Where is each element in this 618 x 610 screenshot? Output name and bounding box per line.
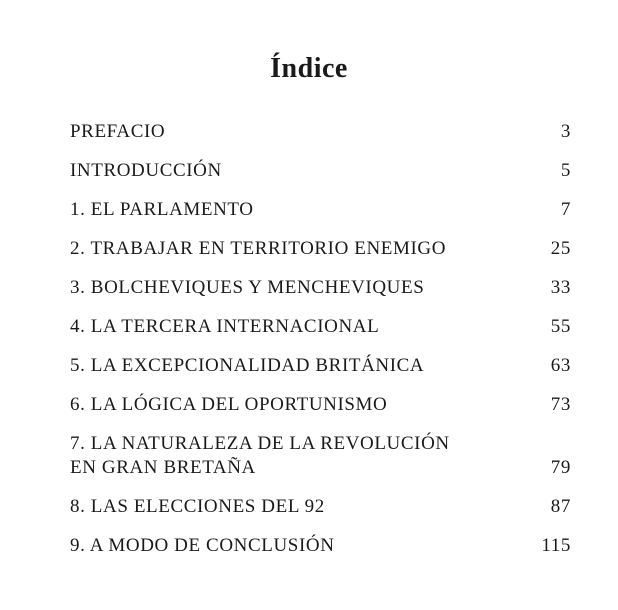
toc-entry-title [70, 198, 254, 222]
toc-entry-page-number: 3 [560, 121, 571, 142]
toc-entry-title [70, 237, 446, 261]
toc-entry-page-number: 33 [550, 277, 571, 298]
toc-entry-title [70, 393, 387, 417]
toc-entry-title [70, 276, 424, 300]
toc-entry [70, 495, 571, 519]
toc-entry-page-number: 115 [541, 535, 571, 556]
toc-entry-page-number: 73 [550, 394, 571, 415]
toc-entry-title-line: INTRODUCCIÓN [70, 160, 222, 181]
toc-entry-title [70, 432, 450, 480]
toc-entry-title-line: 6. LA LÓGICA DEL OPORTUNISMO [70, 394, 388, 415]
toc-entry [70, 432, 571, 480]
toc-entry [70, 198, 571, 222]
toc-entry-title [70, 495, 325, 519]
toc-entry-title-line: 5. LA EXCEPCIONALIDAD BRITÁNICA [70, 355, 425, 376]
toc-entry-title-line: 2. TRABAJAR EN TERRITORIO ENEMIGO [70, 238, 447, 259]
table-of-contents [70, 120, 571, 573]
toc-entry-title-line: 9. A MODO DE CONCLUSIÓN [70, 535, 335, 556]
toc-entry-title [70, 159, 222, 183]
toc-entry-page-number: 79 [550, 457, 571, 478]
toc-entry-title [70, 354, 424, 378]
toc-entry-title-line: 4. LA TERCERA INTERNACIONAL [70, 316, 380, 337]
toc-entry-page-number: 63 [550, 355, 571, 376]
toc-entry [70, 237, 571, 261]
toc-entry-page-number: 87 [550, 496, 571, 517]
toc-entry [70, 534, 571, 558]
toc-entry-title-line: 7. LA NATURALEZA DE LA REVOLUCIÓN [70, 433, 450, 454]
toc-entry [70, 393, 571, 417]
toc-entry-title-line: EN GRAN BRETAÑA [70, 457, 256, 478]
toc-entry-title [70, 534, 335, 558]
toc-entry-title-line: 8. LAS ELECCIONES DEL 92 [70, 496, 325, 517]
toc-entry-title-line: PREFACIO [70, 121, 166, 142]
toc-entry [70, 120, 571, 144]
toc-entry-page-number: 55 [550, 316, 571, 337]
toc-entry [70, 159, 571, 183]
toc-entry-page-number: 25 [550, 238, 571, 259]
toc-entry-page-number: 7 [560, 199, 571, 220]
toc-entry [70, 354, 571, 378]
toc-entry [70, 315, 571, 339]
page-title: Índice [270, 52, 348, 84]
toc-entry-title [70, 315, 379, 339]
toc-entry [70, 276, 571, 300]
toc-entry-title-line: 1. EL PARLAMENTO [70, 199, 254, 220]
toc-entry-title [70, 120, 165, 144]
toc-entry-title-line: 3. BOLCHEVIQUES Y MENCHEVIQUES [70, 277, 425, 298]
toc-entry-page-number: 5 [560, 160, 571, 181]
